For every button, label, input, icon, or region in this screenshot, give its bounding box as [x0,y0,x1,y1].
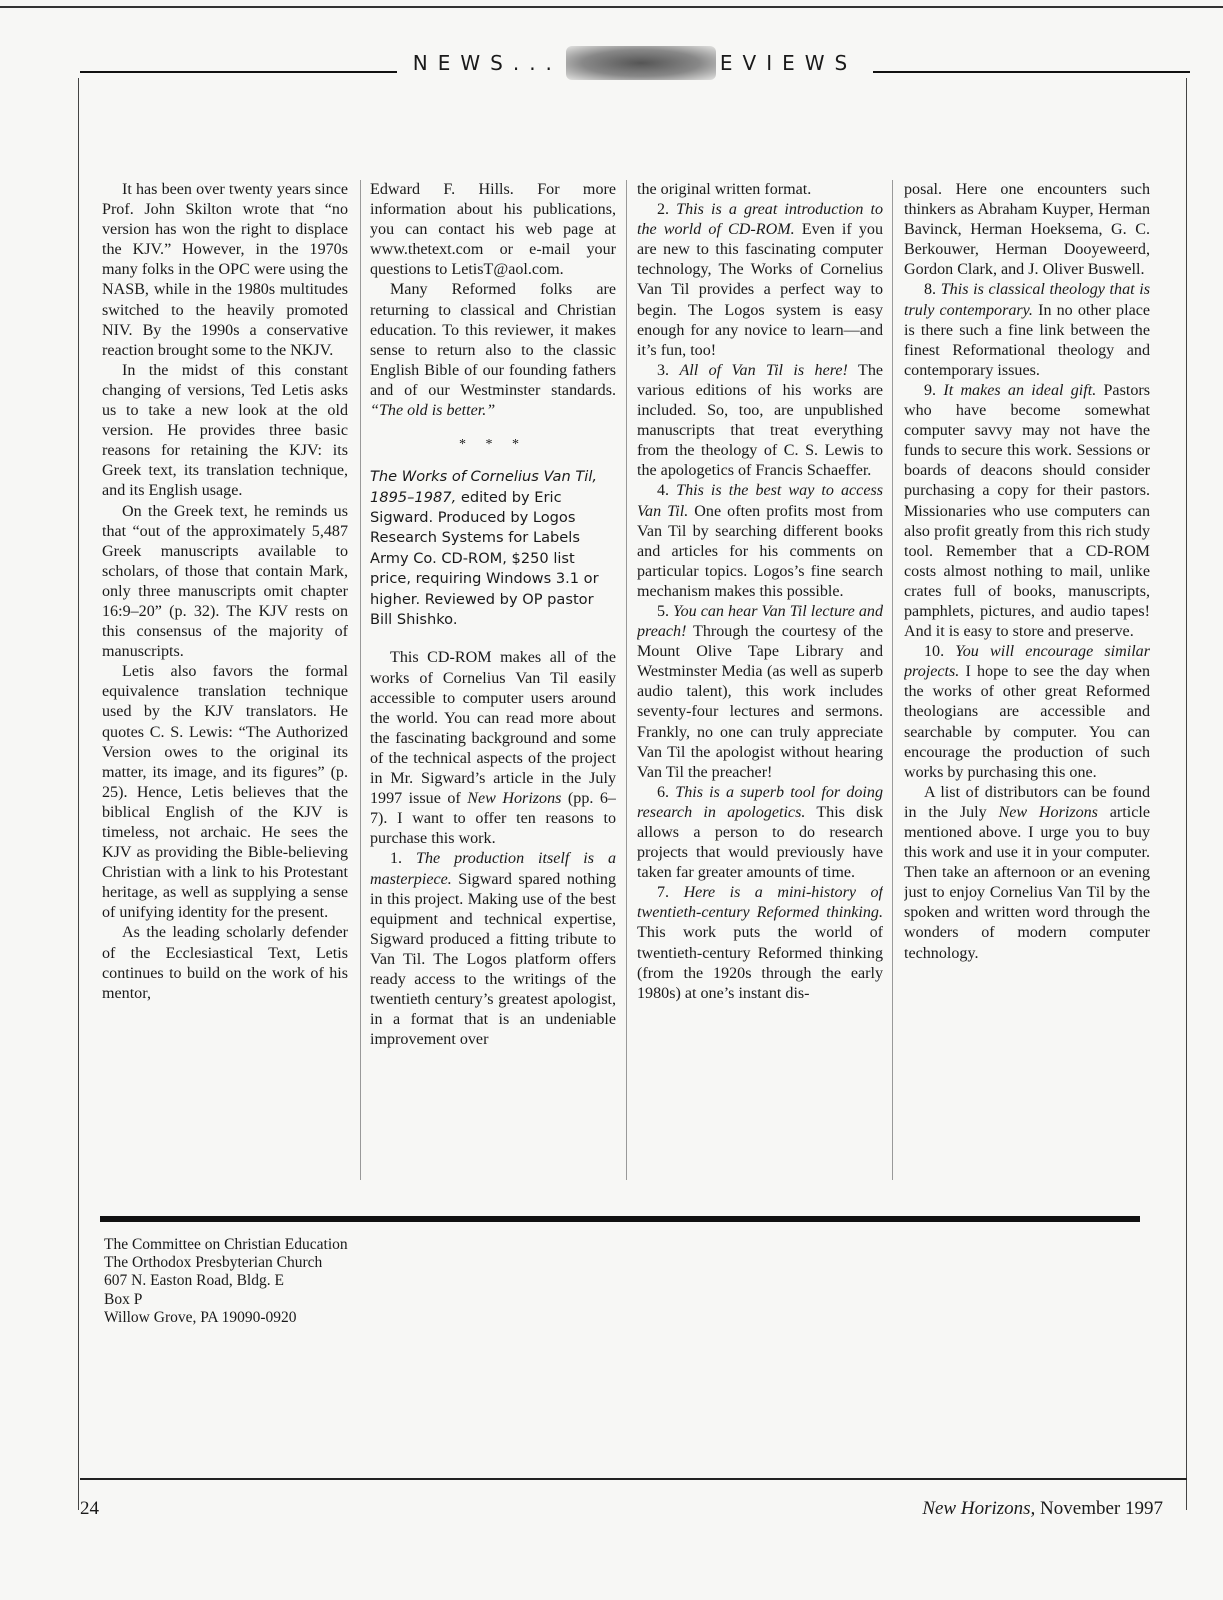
column-separator [360,180,361,1180]
reason-item [637,481,883,602]
reason-item [904,642,1150,783]
address-line: Willow Grove, PA 19090-0920 [104,1308,297,1326]
reason-item [904,381,1150,642]
reason-item [370,849,616,1050]
paragraph-text: article mentioned above. I urge you to buy this work and use it in your computer. Then take an afternoon or an evening just to enjoy Cornelius Van Til by the spoken and written word through the wonders of modern computer technology. [904,803,1150,962]
top-rule [0,6,1223,8]
paragraph: Letis also favors the formal equivalence translation technique used by the KJV translators. He quotes C. S. Lewis: “The Authorized Version owes to the original its matter, its image, and its figures” (p. 25). Hence, Letis believes that the biblical English of the KJV is timeless, not archaic. He sees the KJV as providing the Bible-believing Christian with a link to his Protestant heritage, as well as supplying a sense of unifying identity for the present. [102,663,348,922]
reason-item [637,200,883,361]
column-4 [904,180,1150,1210]
reason-text: This work puts the world of twentieth-century Reformed thinking (from the 1920s through the early 1980s) at one’s instant dis- [637,924,883,1002]
magazine-name: New Horizons [467,790,562,808]
reason-text: Sigward spared nothing in this project. Making use of the best equipment and technical expertise, Sigward produced a fitting tribute to Van Til. The Logos platform offers ready access to the writings of the twentieth century’s greatest apologist, in a format that is an undeniable improvement over [370,870,616,1049]
section-header [80,48,1190,78]
reason-text: Even if you are new to this fascinating computer technology, The Works of Cornelius Van Til provides a perfect way to begin. The Logos system is easy enough for any novice to learn—and it’s fun, too! [637,221,883,359]
address-line: 607 N. Easton Road, Bldg. E [104,1272,284,1290]
footer-rule [80,1478,1187,1480]
reason-number: 1. [390,850,403,868]
reason-text: Through the courtesy of the Mount Olive Tape Library and Westminster Media (as well as superb audio talent), this work includes seventy-four lectures and sermons. Frankly, no one can truly appreciate Van Til the apologist without hearing Van Til the preacher! [637,623,883,781]
header-title-right: EVIEWS [719,51,858,75]
reason-item [637,361,883,482]
reason-number: 4. [657,482,670,500]
paragraph: posal. Here one encounters such thinkers as Abraham Kuyper, Herman Bavinck, Herman Hoeksema, G. C. Berkouwer, Herman Dooyeweerd, Gordon Clark, and J. Oliver Buswell. [904,181,1150,279]
reason-heading: It makes an ideal gift. [943,381,1097,399]
reason-heading: The production itself is a masterpiece. [370,850,616,888]
reason-heading: You can hear Van Til lecture and preach! [637,602,883,641]
footer-magazine: New Horizons, [922,1498,1036,1519]
review-title: The Works of Cornelius Van Til, 1895–1987, [370,468,598,506]
reason-heading: You will encourage similar projects. [904,643,1150,681]
header-smudge [566,46,716,80]
address-line: The Orthodox Presbyterian Church [104,1254,323,1272]
column-separator [892,180,893,1180]
reason-heading: All of Van Til is here! [679,361,848,379]
reason-item [637,883,883,1004]
reason-text: The various editions of his works are included. So, too, are unpublished manuscripts that treat everything from the theology of C. S. Lewis to the apologetics of Francis Schaeffer. [637,361,883,480]
reason-item [637,602,883,783]
reason-text: I hope to see the day when the works of other great Reformed theologians are accessible and searchable by computer. You can encourage the production of such works by purchasing this one. [904,663,1150,781]
magazine-name: New Horizons [998,803,1098,821]
reason-item [904,280,1150,380]
reason-number: 3. [657,361,670,379]
section-divider: * * * [459,437,527,453]
paragraph: As the leading scholarly defender of the Ecclesiastical Text, Letis continues to build on the work of his mentor, [102,924,348,1002]
column-1 [102,180,348,1210]
paragraph-text: A list of distributors can be found in the July [904,783,1150,821]
address-line: The Committee on Christian Education [104,1236,348,1253]
paragraph-text: This CD-ROM makes all of the works of Cornelius Van Til easily accessible to computer users around the world. You can read more about the fascinating background and some of the technical aspects of the project in Mr. Sigward’s article in the July 1997 issue of [370,649,616,808]
reason-heading: This is the best way to access Van Til. [637,482,883,520]
reason-number: 2. [657,201,670,219]
reason-heading: This is a great introduction to the world of CD-ROM. [637,201,883,239]
section-rule [100,1216,1140,1222]
reason-number: 10. [924,643,945,661]
page-number: 24 [80,1498,99,1519]
review-heading [370,467,616,630]
column-3 [637,180,883,1210]
left-page-border [78,78,79,1510]
reason-heading: This is a superb tool for doing research in apologetics. [637,783,883,821]
right-page-border [1186,78,1187,1510]
reason-heading: This is classical theology that is truly contemporary. [904,281,1150,319]
review-details: edited by Eric Sigward. Produced by Logos Research Systems for Labels Army Co. CD-ROM, $250 list price, requiring Windows 3.1 or higher. Reviewed by OP pastor Bill Shishko. [370,488,599,629]
paragraph: It has been over twenty years since Prof. John Skilton wrote that “no version has won the right to displace the KJV.” However, in the 1970s many folks in the OPC were using the NASB, while in the 1980s multitudes switched to the heavily promoted NIV. By the 1990s a conservative reaction brought some to the NKJV. [102,181,348,359]
column-2 [370,180,616,1210]
reason-number: 8. [924,281,937,299]
address-line: Box P [104,1290,143,1308]
paragraph: the original written format. [637,181,812,198]
paragraph-quote: “The old is better.” [370,402,496,420]
reason-number: 5. [657,602,670,620]
header-rule-right [873,71,1190,73]
reason-item [637,783,883,883]
paragraph-text: Many Reformed folks are returning to classical and Christian education. To this reviewer, it makes sense to return also to the classic English Bible of our founding fathers and of our Westminster standards. [370,281,616,399]
header-title-left: NEWS... [412,51,562,75]
reason-number: 6. [657,783,670,801]
paragraph [904,783,1150,964]
article-columns [100,180,1150,1210]
paragraph [370,648,616,849]
footer-date: November 1997 [1040,1498,1163,1519]
footer-publication [922,1498,1163,1520]
reason-number: 7. [657,884,670,902]
reason-heading: Here is a mini-history of twentieth-century Reformed thinking. [637,884,883,922]
paragraph-text: (pp. 6–7). I want to offer ten reasons to purchase this work. [370,790,616,848]
column-separator [626,180,627,1180]
header-title [397,46,873,80]
reason-text: This disk allows a person to do research projects that would previously have taken far greater amounts of time. [637,803,883,882]
paragraph: Edward F. Hills. For more information about his publications, you can contact his web page at www.thetext.com or e-mail your questions to LetisT@aol.com. [370,181,616,279]
reason-text: Pastors who have become somewhat computer savvy may not have the funds to secure this work. Sessions or boards of deacons should consider purchasing a copy for their pastors. Missionaries who use computers can also profit greatly from this rich study tool. Remember that a CD-ROM costs almost nothing to mail, unlike crates full of books, manuscripts, pamphlets, pictures, and audio tapes! And it is easy to store and preserve. [904,381,1150,641]
reason-number: 9. [924,381,937,399]
mailing-address [104,1236,348,1327]
paragraph [370,280,616,421]
header-rule-left [80,71,397,73]
paragraph: In the midst of this constant changing of versions, Ted Letis asks us to take a new look at the old version. He provides three basic reasons for retaining the KJV: its Greek text, its translation technique, and its English usage. [102,361,348,500]
paragraph: On the Greek text, he reminds us that “out of the approximately 5,487 Greek manuscripts available to scholars, of those that contain Mark, only three manuscripts omit chapter 16:9–20” (p. 32). The KJV rests on this consensus of the majority of manuscripts. [102,502,348,661]
reason-text: In no other place is there such a fine link between the finest Reformational theology and contemporary issues. [904,301,1150,379]
reason-text: One often profits most from Van Til by searching different books and articles for his comments on particular topics. Logos’s fine search mechanism makes this possible. [637,502,883,600]
